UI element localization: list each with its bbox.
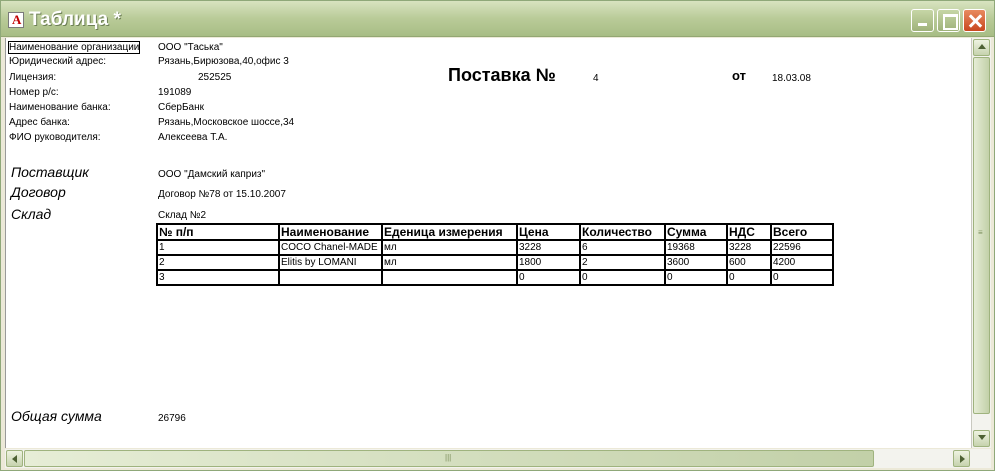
table-cell[interactable]: 1 [157, 240, 279, 255]
report-content [5, 38, 971, 448]
table-cell[interactable]: мл [382, 240, 517, 255]
table-row [157, 270, 833, 285]
account-label: Номер р/с: [9, 87, 59, 98]
table-cell[interactable]: мл [382, 255, 517, 270]
header-cell: Количество [580, 224, 665, 240]
table-header-row [157, 224, 833, 240]
delivery-date: 18.03.08 [772, 73, 811, 84]
chevron-down-icon [978, 435, 986, 440]
title-bar[interactable] [1, 1, 994, 37]
bank-name-label: Наименование банка: [9, 102, 111, 113]
table-cell[interactable]: 3600 [665, 255, 727, 270]
minimize-button[interactable] [911, 9, 934, 32]
table-cell[interactable] [279, 270, 382, 285]
legal-address-label: Юридический адрес: [9, 56, 107, 67]
table-cell[interactable]: 600 [727, 255, 771, 270]
table-cell[interactable]: 0 [665, 270, 727, 285]
total-value: 26796 [158, 413, 186, 424]
table-cell[interactable]: 0 [580, 270, 665, 285]
app-icon[interactable] [8, 12, 24, 28]
delivery-from-label: от [732, 68, 746, 83]
bank-address-value: Рязань,Московское шоссе,34 [158, 117, 295, 128]
contract-label: Договор [11, 184, 66, 200]
bank-name-value: СберБанк [158, 102, 204, 113]
header-cell: Сумма [665, 224, 727, 240]
table-cell[interactable]: 6 [580, 240, 665, 255]
table-row [157, 240, 833, 255]
header-cell: Наименование [279, 224, 382, 240]
grip-icon: ||| [445, 453, 452, 462]
scroll-up-button[interactable] [973, 39, 990, 56]
table-cell[interactable]: 3228 [517, 240, 580, 255]
warehouse-value: Склад №2 [158, 210, 207, 221]
table-cell[interactable]: Elitis by LOMANI [279, 255, 382, 270]
maximize-button[interactable] [937, 9, 960, 32]
header-cell: Всего [771, 224, 833, 240]
total-label: Общая сумма [11, 408, 102, 424]
table-cell[interactable]: COCO Chanel-MADE [279, 240, 382, 255]
header-cell: № п/п [157, 224, 279, 240]
table-cell[interactable]: 4200 [771, 255, 833, 270]
header-cell: Еденица измерения [382, 224, 517, 240]
horizontal-scrollbar[interactable] [5, 449, 991, 468]
grip-icon: ≡ [978, 228, 983, 237]
license-label: Лицензия: [9, 72, 57, 83]
warehouse-label: Склад [11, 206, 52, 222]
header-cell: НДС [727, 224, 771, 240]
table-cell[interactable]: 19368 [665, 240, 727, 255]
delivery-number: 4 [593, 73, 599, 84]
legal-address-value: Рязань,Бирюзова,40,офис 3 [158, 56, 289, 67]
vertical-scrollbar[interactable] [971, 38, 991, 448]
director-label: ФИО руководителя: [9, 132, 101, 143]
items-table [156, 223, 834, 286]
org-name-label: Наименование организации [9, 42, 140, 53]
vertical-scroll-thumb[interactable] [973, 57, 990, 414]
bank-address-label: Адрес банка: [9, 117, 70, 128]
scroll-left-button[interactable] [6, 450, 23, 467]
table-cell[interactable]: 2 [580, 255, 665, 270]
chevron-left-icon [12, 455, 17, 463]
table-row [157, 255, 833, 270]
close-button[interactable] [963, 9, 986, 32]
supplier-label: Поставщик [11, 164, 89, 180]
org-name-value: ООО "Таська" [158, 42, 223, 53]
table-cell[interactable]: 0 [771, 270, 833, 285]
supplier-value: ООО "Дамский каприз" [158, 169, 266, 180]
chevron-up-icon [978, 44, 986, 49]
header-cell: Цена [517, 224, 580, 240]
contract-value: Договор №78 от 15.10.2007 [158, 189, 286, 200]
table-cell[interactable]: 0 [727, 270, 771, 285]
delivery-heading: Поставка № [448, 65, 556, 85]
table-cell[interactable]: 3228 [727, 240, 771, 255]
horizontal-scroll-thumb[interactable] [24, 450, 874, 467]
window-title: Таблица * [29, 9, 121, 30]
scroll-down-button[interactable] [973, 430, 990, 447]
chevron-right-icon [960, 455, 965, 463]
table-cell[interactable]: 1800 [517, 255, 580, 270]
table-cell[interactable] [382, 270, 517, 285]
table-cell[interactable]: 2 [157, 255, 279, 270]
license-value: 252525 [198, 72, 232, 83]
account-value: 191089 [158, 87, 192, 98]
table-cell[interactable]: 22596 [771, 240, 833, 255]
director-value: Алексеева Т.А. [158, 132, 228, 143]
scroll-right-button[interactable] [953, 450, 970, 467]
table-cell[interactable]: 0 [517, 270, 580, 285]
table-cell[interactable]: 3 [157, 270, 279, 285]
